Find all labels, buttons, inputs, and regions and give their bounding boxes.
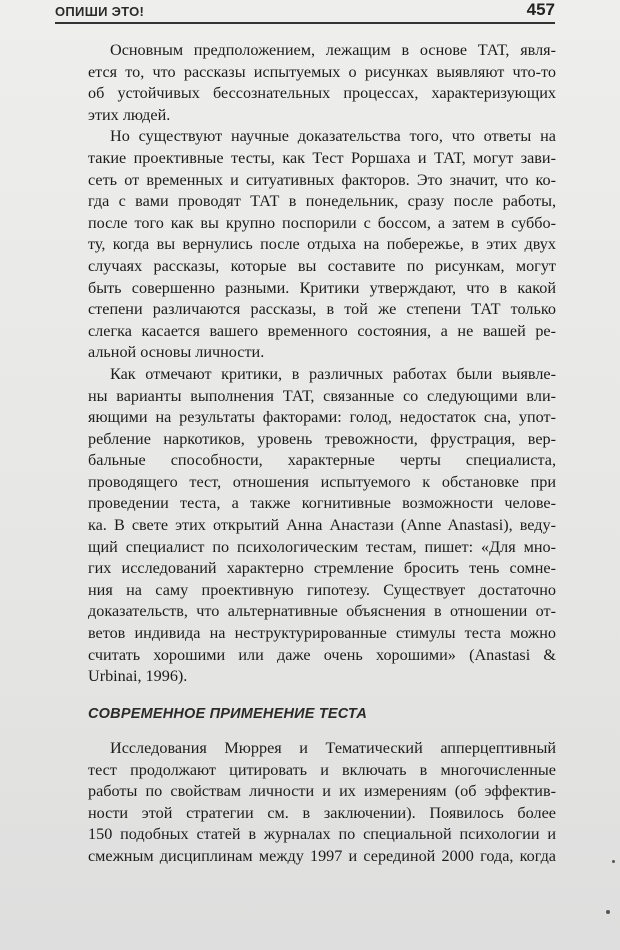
text-line: проводящего тест, отношения испытуемого к обстановке при <box>88 472 556 491</box>
text-line: Как отмечают критики, в различных работах были выявле- <box>110 364 556 383</box>
main-text <box>88 40 556 688</box>
text-line: Основным предположением, лежащим в основе ТАТ, явля- <box>110 41 556 59</box>
text-line: после того как вы крупно поспорили с боссом, а затем в суббо- <box>88 213 556 232</box>
text-line: щий специалист по психологическим тестам, пишет: «Для мно- <box>88 537 556 556</box>
text-line: об устойчивых бессознательных процессах, характеризующих <box>88 84 556 103</box>
text-line: ребление наркотиков, уровень тревожности, фрустрация, вер- <box>88 429 556 448</box>
text-line: такие проективные тесты, как Тест Роршаха и ТАТ, могут зави- <box>88 148 556 167</box>
text-line: Исследования Мюррея и Тематический апперцептивный <box>110 739 556 757</box>
text-line: этих людей. <box>88 105 171 124</box>
text-line: случаях рассказы, которые вы составите по рисункам, могут <box>88 256 556 275</box>
paragraph-4 <box>88 738 556 868</box>
text-line: степени различаются рассказы, в той же степени ТАТ только <box>88 300 556 319</box>
paragraph-2 <box>88 126 556 364</box>
text-line: смежным дисциплинам между 1997 и серединой 2000 года, когда <box>88 846 556 865</box>
text-line: работы по свойствам личности и их измерениям (об эффектив- <box>88 782 556 801</box>
section-heading: СОВРЕМЕННОЕ ПРИМЕНЕНИЕ ТЕСТА <box>88 706 368 722</box>
text-line: яющими на результаты факторами: голод, недостаток сна, упот- <box>88 408 556 427</box>
text-line: альной основы личности. <box>88 343 265 362</box>
text-line: 150 подобных статей в журналах по специальной психологии и <box>88 825 556 844</box>
text-line: Но существуют научные доказательства того, что ответы на <box>110 127 556 146</box>
text-line: ности этой стратегии см. в заключении). Появилось более <box>88 803 556 822</box>
text-line: доказательств, что альтернативные объяснения в отношении от- <box>88 602 556 621</box>
running-head: ОПИШИ ЭТО! <box>55 4 145 19</box>
text-line: ветов индивида на неструктурированные стимулы теста можно <box>88 624 556 643</box>
text-line: ту, когда вы вернулись после отдыха на побережье, в этих двух <box>88 235 556 254</box>
page-header <box>55 0 555 24</box>
text-line: сеть от временных и ситуативных факторов. Это значит, что ко- <box>88 170 556 189</box>
text-line: бальные способности, характерные черты специалиста, <box>88 451 556 470</box>
paragraph-1 <box>88 40 556 126</box>
text-line: ка. В свете этих открытий Анна Анастази (Anne Anastasi), веду- <box>88 516 556 535</box>
text-line: тест продолжают цитировать и включать в многочисленные <box>88 760 556 779</box>
text-line: гда с вами проводят ТАТ в понедельник, сразу после работы, <box>88 192 556 211</box>
text-line: слегка касается вашего временного состояния, а не вашей ре- <box>88 321 556 340</box>
text-line: Urbinai, 1996). <box>88 667 188 686</box>
scan-speck <box>612 860 615 863</box>
text-line: быть совершенно разными. Критики утверждают, что в какой <box>88 278 556 297</box>
text-line: ния на саму проективную гипотезу. Существует достаточно <box>88 580 556 599</box>
page-number: 457 <box>526 0 555 19</box>
section-text <box>88 738 556 868</box>
paragraph-3 <box>88 364 556 688</box>
text-line: ны варианты выполнения ТАТ, связанные со следующими вли- <box>88 386 556 405</box>
scan-speck <box>606 910 610 914</box>
text-line: считать хорошими или даже очень хорошими» (Anastasi & <box>88 645 556 664</box>
text-line: гих исследований характерно стремление бросить тень сомне- <box>88 559 556 578</box>
text-line: ется то, что рассказы испытуемых о рисунках выявляют что-то <box>88 62 556 81</box>
text-line: проведении теста, а также когнитивные возможности челове- <box>88 494 556 513</box>
